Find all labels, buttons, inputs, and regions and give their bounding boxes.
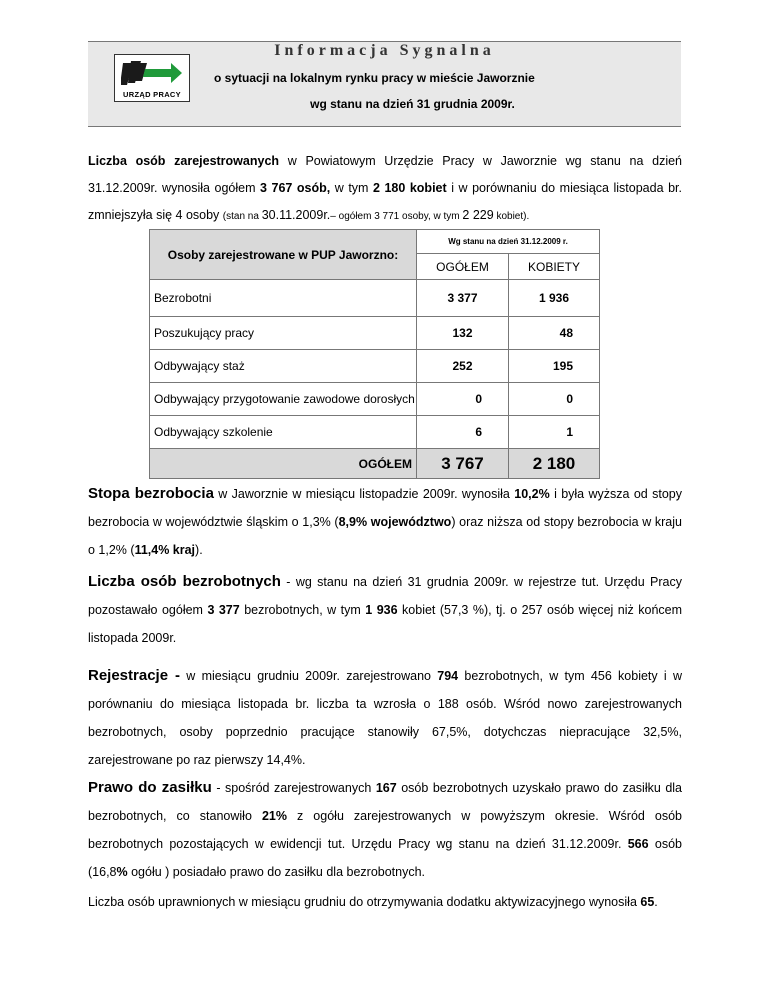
intro-note-date: 30.11.2009r. <box>261 208 331 222</box>
total-label: OGÓŁEM <box>150 449 417 479</box>
row-women: 48 <box>509 317 600 350</box>
intro-text: i w porównaniu do miesiąca listopada br. zmniejszyła się 4 osoby <box>88 181 682 222</box>
intro-note: (stan na <box>222 211 262 222</box>
rate-text: ). <box>195 543 203 557</box>
report-subtitle: o sytuacji na lokalnym rynku pracy w mieście Jaworznie <box>214 71 535 85</box>
unemployed-text: bezrobotnych, w tym <box>239 603 366 617</box>
unemployed-heading: Liczba osób bezrobotnych <box>88 573 281 590</box>
registrations-text: w miesiącu grudniu 2009r. zarejestrowano <box>180 669 438 683</box>
row-total: 0 <box>417 383 509 416</box>
table-row <box>150 350 600 383</box>
rate-text: i była wyższa od stopy bezrobocia w województwie śląskim o 1,3% ( <box>88 487 682 529</box>
rate-heading: Stopa bezrobocia <box>88 485 214 502</box>
logo-caption: URZĄD PRACY <box>123 90 181 99</box>
registrations-paragraph <box>88 662 682 774</box>
intro-text: w Powiatowym Urzędzie Pracy w Jaworznie wg stanu na dzień 31.12.2009r. wynosiła ogółem <box>88 154 683 195</box>
row-women: 0 <box>509 383 600 416</box>
row-label: Odbywający przygotowanie zawodowe dorosłych <box>150 383 417 416</box>
row-label: Odbywający staż <box>150 350 417 383</box>
col-header-women: KOBIETY <box>509 254 600 280</box>
row-women: 1 <box>509 416 600 449</box>
intro-women: 2 180 kobiet <box>372 181 447 195</box>
table-row <box>150 317 600 350</box>
unemployed-total: 3 377 <box>207 603 240 617</box>
intro-note: – ogółem 3 771 osoby, w tym <box>330 211 463 222</box>
rate-text: ) oraz niższa od stopy bezrobocia w kraju o 1,2% ( <box>88 515 682 557</box>
row-total: 6 <box>417 416 509 449</box>
registrations-text: bezrobotnych, w tym 456 kobiety i w porównaniu do miesiąca listopada br. liczba ta wzrosła o 188 osób. Wśród nowo zarejestrowanych bezrobotnych, osoby poprzednio pracujące stanowiły 67,5%, dotychczas niepracujące 32,5%, zarejestrowane po raz pierwszy 14,4%. <box>88 669 683 767</box>
registered-persons-table <box>149 229 600 479</box>
row-label: Bezrobotni <box>150 280 417 317</box>
benefit-text: ogółu ) posiadało prawo do zasiłku dla bezrobotnych. <box>127 865 426 879</box>
allowance-count: 65 <box>640 895 655 909</box>
benefit-entitled: 566 <box>627 837 649 851</box>
table-row <box>150 383 600 416</box>
benefit-heading: Prawo do zasiłku <box>88 779 212 796</box>
unemployed-text: - wg stanu na dzień 31 grudnia 2009r. w rejestrze tut. Urzędu Pracy pozostawało ogółem <box>88 575 682 617</box>
unemployed-women: 1 936 <box>365 603 398 617</box>
table-total-row <box>150 449 600 479</box>
allowance-text: . <box>654 895 658 909</box>
registrations-heading: Rejestracje - <box>88 667 181 684</box>
benefit-text: z ogółu zarejestrowanych w powyższym okresie. Wśród osób bezrobotnych pozostających w ewidencji tut. Urzędu Pracy wg stanu na dzień 31.12.2009r. <box>88 809 682 851</box>
table-row <box>150 280 600 317</box>
rate-text: w Jaworznie w miesiącu listopadzie 2009r. wynosiła <box>213 487 515 501</box>
benefit-count: 167 <box>375 781 397 795</box>
benefit-text: osób (16,8 <box>88 837 682 879</box>
intro-paragraph <box>88 148 682 230</box>
rate-country: 11,4% kraj <box>134 543 196 557</box>
unemployed-count-paragraph <box>88 568 682 652</box>
row-total: 252 <box>417 350 509 383</box>
registrations-count: 794 <box>437 669 459 683</box>
table-row <box>150 416 600 449</box>
intro-text: w tym <box>330 181 373 195</box>
row-label: Poszukujący pracy <box>150 317 417 350</box>
intro-total: 3 767 osób, <box>260 181 331 195</box>
report-date: wg stanu na dzień 31 grudnia 2009r. <box>310 97 515 111</box>
intro-heading: Liczba osób zarejestrowanych <box>88 154 280 168</box>
intro-note: kobiet). <box>493 211 530 222</box>
allowance-text: Liczba osób uprawnionych w miesiącu grudniu do otrzymywania dodatku aktywizacyjnego wynosiła <box>88 895 641 909</box>
rate-voivodeship: 8,9% województwo <box>338 515 452 529</box>
benefit-share: 21% <box>261 809 287 823</box>
total-all: 3 767 <box>417 449 509 479</box>
unemployed-text: kobiet (57,3 %), tj. o 257 osób więcej niż końcem listopada 2009r. <box>88 603 683 645</box>
arrow-logo-icon <box>121 59 183 87</box>
col-header-total: OGÓŁEM <box>417 254 509 280</box>
benefit-percent-sign: % <box>116 865 128 879</box>
report-title: Informacja Sygnalna <box>274 42 495 59</box>
table-date-header: Wg stanu na dzień 31.12.2009 r. <box>417 230 600 254</box>
unemployment-rate-paragraph <box>88 480 682 564</box>
urzad-pracy-logo <box>114 54 190 102</box>
row-total: 132 <box>417 317 509 350</box>
total-women: 2 180 <box>509 449 600 479</box>
rate-city: 10,2% <box>514 487 550 501</box>
row-label: Odbywający szkolenie <box>150 416 417 449</box>
row-total: 3 377 <box>417 280 509 317</box>
table-header-label: Osoby zarejestrowane w PUP Jaworzno: <box>150 230 417 280</box>
benefit-paragraph <box>88 774 682 886</box>
report-header <box>88 41 681 127</box>
row-women: 1 936 <box>509 280 600 317</box>
benefit-text: - spośród zarejestrowanych <box>211 781 376 795</box>
row-women: 195 <box>509 350 600 383</box>
intro-note-women: 2 229 <box>462 208 494 222</box>
activation-allowance-paragraph <box>88 888 682 916</box>
benefit-text: osób bezrobotnych uzyskało prawo do zasiłku dla bezrobotnych, co stanowiło <box>88 781 683 823</box>
